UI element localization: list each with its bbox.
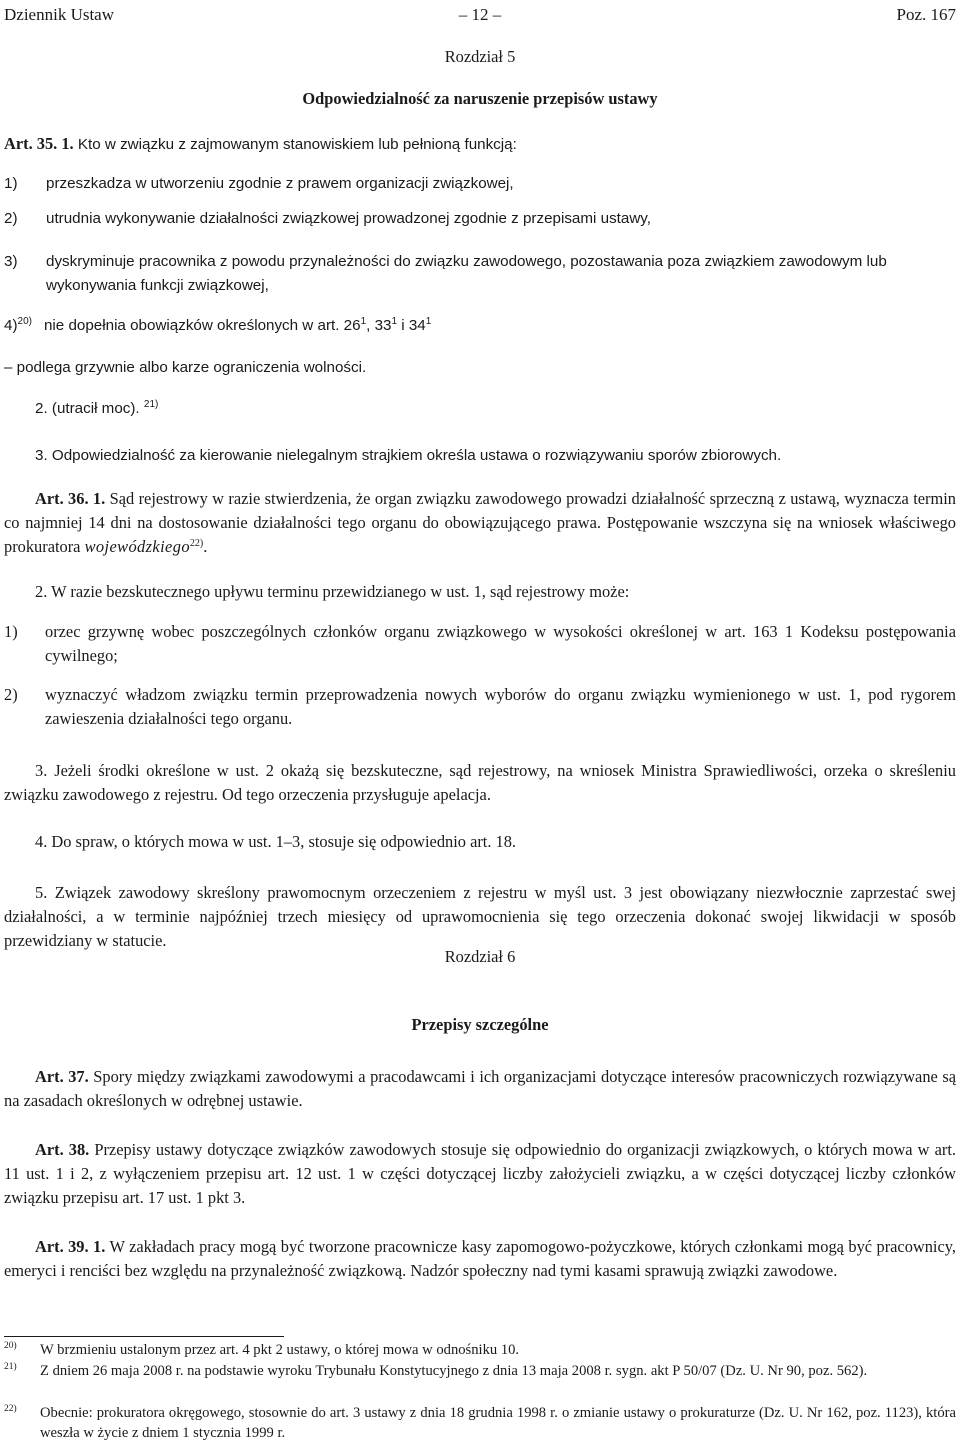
art-35-item-2: 2) utrudnia wykonywanie działalności związkowej prowadzonej zgodnie z przepisami ustawy,	[4, 210, 651, 227]
art-38: Art. 38. Przepisy ustawy dotyczące związków zawodowych stosuje się odpowiednio do organizacji związkowych, o których mowa w art. 11 ust. 1 i 2, z wyłączeniem przepisu art. 12 ust. 1 w części dotyczącej liczby założycieli związku, a w części dotyczącej liczby członków związku przepisu art. 17 ust. 1 pkt 3.	[4, 1140, 956, 1207]
footnote-20: 20) W brzmieniu ustalonym przez art. 4 pkt 2 ustawy, o której mowa w odnośniku 10.	[4, 1341, 520, 1358]
footnote-21: 21) Z dniem 26 maja 2008 r. na podstawie wyroku Trybunału Konstytucyjnego z dnia 13 maja 2008 r. sygn. akt P 50/07 (Dz. U. Nr 90, poz. 562).	[4, 1362, 868, 1379]
chapter-6-title: Przepisy szczególne	[411, 1015, 549, 1034]
art-39-heading: Art. 39. 1.	[35, 1237, 106, 1256]
art-36-para-4: 4. Do spraw, o których mowa w ust. 1–3, stosuje się odpowiednio art. 18.	[35, 832, 517, 851]
footnote-22: 22) Obecnie: prokuratora okręgowego, stosownie do art. 3 ustawy z dnia 18 grudnia 1998 r. o zmianie ustawy o prokuraturze (Dz. U. Nr 162, poz. 1123), która weszła w życie z dniem 1 stycznia 1999 r.	[4, 1404, 956, 1441]
footnote-ref-21: 21)	[143, 399, 159, 410]
art-35-intro-text: Kto w związku z zajmowanym stanowiskiem lub pełnioną funkcją:	[73, 136, 517, 153]
art-35-para-3: 3. Odpowiedzialność za kierowanie nielegalnym strajkiem określa ustawa o rozwiązywaniu sporów zbiorowych.	[35, 447, 782, 464]
chapter-5-title: Odpowiedzialność za naruszenie przepisów ustawy	[302, 89, 658, 108]
art-35-item-3: 3) dyskryminuje pracownika z powodu przynależności do związku zawodowego, pozostawania poza związkiem zawodowym lub wykonywania funkcji związkowej,	[4, 253, 887, 294]
chapter-5-label: Rozdział 5	[444, 47, 516, 66]
art-37: Art. 37. Spory między związkami zawodowymi a pracodawcami i ich organizacjami dotyczące interesów pracowniczych rozwiązywane są na zasadach określonych w odrębnej ustawie.	[4, 1067, 957, 1110]
art-36-para-2: 2. W razie bezskutecznego upływu terminu przewidzianego w ust. 1, sąd rejestrowy może:	[35, 582, 630, 601]
art-36-para-5: 5. Związek zawodowy skreślony prawomocnym orzeczeniem z rejestru w myśl ust. 3 jest obowiązany niezwłocznie zaprzestać swej działalności, a w terminie najpóźniej trzech miesięcy od uprawomocnienia się tego orzeczenia dokonać swojej likwidacji w sposób przewidziany w statucie.	[4, 883, 956, 950]
art-39: Art. 39. 1. W zakładach pracy mogą być tworzone pracownicze kasy zapomogowo-pożyczkowe, których członkami mogą być pracownicy, emeryci i renciści bez względu na przynależność związkową. Nadzór społeczny nad tymi kasami sprawują związki zawodowe.	[4, 1237, 956, 1280]
position-number: Poz. 167	[896, 5, 956, 24]
art-35-para-2: 2. (utracił moc). $^{21)}$	[35, 399, 159, 417]
art-35-heading: Art. 35. 1.	[4, 134, 74, 153]
footnote-divider	[4, 1336, 284, 1337]
art-35-penalty: – podlega grzywnie albo karze ograniczenia wolności.	[4, 359, 367, 376]
art-36-item-1: 1) orzec grzywnę wobec poszczególnych członków organu związkowego w wysokości określonej w art. 163 1 Kodeksu postępowania cywilnego;	[4, 622, 956, 665]
art-35-intro	[4, 132, 956, 157]
art-36-para-3: 3. Jeżeli środki określone w ust. 2 okażą się bezskuteczne, sąd rejestrowy, na wniosek Ministra Sprawiedliwości, orzeka o skreśleniu związku zawodowego z rejestru. Od tego orzeczenia przysługuje apelacja.	[4, 761, 956, 804]
art-38-heading: Art. 38.	[35, 1140, 90, 1159]
page-number: – 12 –	[458, 5, 502, 24]
footnote-ref-22: 22)	[189, 538, 204, 549]
footnote-ref-20: 20)	[17, 316, 32, 327]
art-36-heading: Art. 36. 1.	[35, 489, 106, 508]
art-36-item-2: 2) wyznaczyć władzom związku termin przeprowadzenia nowych wyborów do organu związku wymienionego w ust. 1, pod rygorem zawieszenia działalności tego organu.	[4, 685, 956, 728]
art-35-item-1: 1) przeszkadza w utworzeniu zgodnie z prawem organizacji związkowej,	[4, 175, 514, 192]
art-35-item-4: 4)$^{20)}$ nie dopełnia obowiązków określonych w art. $26^1$, $33^1$ i $34^1$	[4, 316, 432, 334]
art-36-para-1: Art. 36. 1. Sąd rejestrowy w razie stwierdzenia, że organ związku zawodowego prowadzi działalność sprzeczną z ustawą, wyznacza termin co najmniej 14 dni na dostosowanie działalności tego organu do obowiązującego prawa. Postępowanie wszczyna się na wniosek właściwego prokuratora wojewódzkiego$^{22)}$.	[4, 489, 956, 556]
chapter-6-label: Rozdział 6	[444, 947, 516, 966]
art-37-heading: Art. 37.	[35, 1067, 89, 1086]
page-header	[4, 3, 956, 27]
journal-name: Dziennik Ustaw	[4, 5, 115, 24]
